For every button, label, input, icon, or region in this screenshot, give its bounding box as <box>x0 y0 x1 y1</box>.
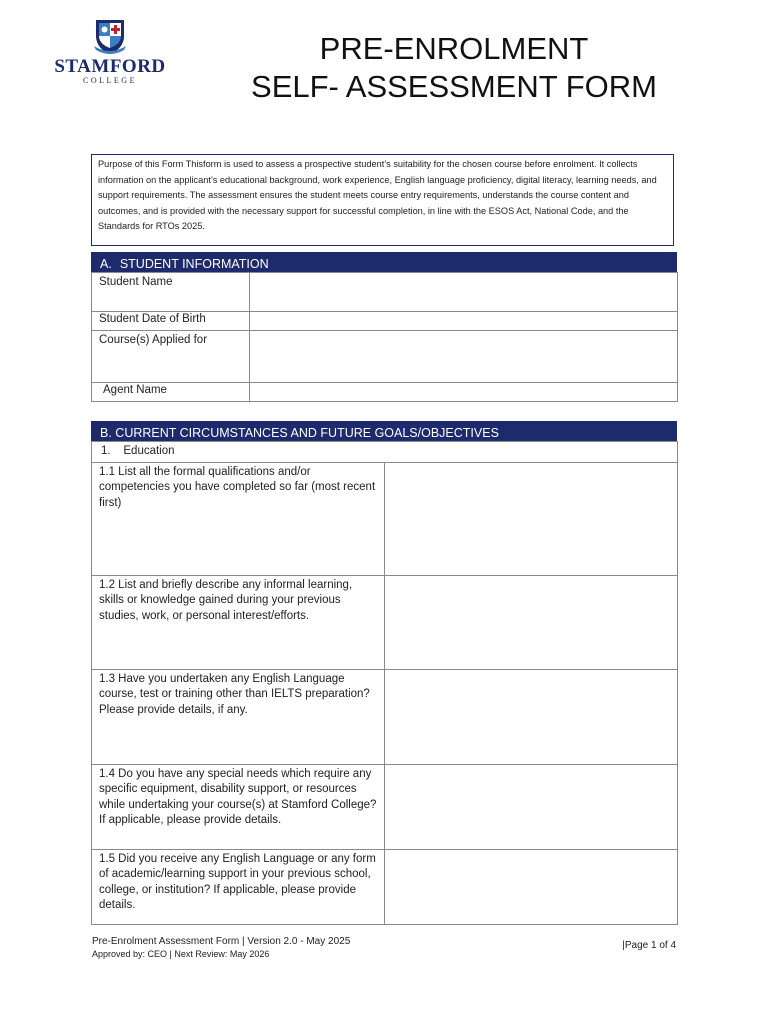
footer-version: Pre-Enrolment Assessment Form | Version 2.0 - May 2025 <box>92 936 351 947</box>
purpose-box: Purpose of this Form Thisform is used to assess a prospective student’s suitability for the chosen course before enrolment. It collects information on the applicant’s educational background, work experience, English language proficiency, digital literacy, learning needs, and support requirements. The assessment ensures the student meets course entry requirements, understands the course content and outcomes, and is provided with the necessary support for successful completion, in line with the ESOS Act, National Code, and the Standards for RTOs 2025. <box>91 154 674 246</box>
table-row <box>92 669 678 764</box>
logo-subtitle: COLLEGE <box>83 76 137 85</box>
question-1-1: 1.1 List all the formal qualifications and/or competencies you have completed so far (most recent first) <box>92 462 385 575</box>
answer-1-3-field[interactable] <box>385 669 678 764</box>
footer-approval: Approved by: CEO | Next Review: May 2026 <box>92 949 270 959</box>
table-row <box>92 331 678 383</box>
field-label: Agent Name <box>92 383 250 402</box>
page-number: |Page 1 of 4 <box>622 940 676 951</box>
course-applied-field[interactable] <box>250 331 678 383</box>
question-1-3: 1.3 Have you undertaken any English Language course, test or training other than IELTS preparation? Please provide details, if any. <box>92 669 385 764</box>
section-a-header <box>91 252 677 272</box>
title-line-1: PRE-ENROLMENT <box>319 31 589 66</box>
section-a-title: STUDENT INFORMATION <box>119 257 269 271</box>
college-logo <box>52 16 168 88</box>
table-row <box>92 575 678 669</box>
table-row <box>92 462 678 575</box>
question-1-2: 1.2 List and briefly describe any informal learning, skills or knowledge gained during your previous studies, work, or personal interest/efforts. <box>92 575 385 669</box>
table-row <box>92 849 678 924</box>
date-of-birth-field[interactable] <box>250 312 678 331</box>
section-a-letter: A. <box>100 257 112 271</box>
field-label: Student Date of Birth <box>92 312 250 331</box>
education-table <box>91 441 678 925</box>
table-row <box>92 273 678 312</box>
table-row <box>92 764 678 849</box>
footer-info <box>92 936 350 960</box>
agent-name-field[interactable] <box>250 383 678 402</box>
education-number: 1. <box>101 445 111 457</box>
logo-name: STAMFORD <box>54 56 166 77</box>
table-row <box>92 383 678 402</box>
answer-1-1-field[interactable] <box>385 462 678 575</box>
question-1-5: 1.5 Did you receive any English Language or any form of academic/learning support in your previous school, college, or institution? If applicable, please provide details. <box>92 849 385 924</box>
form-title <box>180 30 728 106</box>
section-b-header <box>91 421 677 441</box>
section-b-letter: B. <box>100 426 112 440</box>
table-row <box>92 312 678 331</box>
field-label: Student Name <box>92 273 250 312</box>
answer-1-5-field[interactable] <box>385 849 678 924</box>
answer-1-2-field[interactable] <box>385 575 678 669</box>
education-title: Education <box>123 445 175 457</box>
field-label: Course(s) Applied for <box>92 331 250 383</box>
section-b-title: CURRENT CIRCUMSTANCES AND FUTURE GOALS/OBJECTIVES <box>115 426 499 440</box>
title-line-2: SELF- ASSESSMENT FORM <box>251 69 657 104</box>
education-subheader-row <box>92 442 678 463</box>
student-information-table <box>91 272 678 402</box>
crest-icon <box>90 16 130 56</box>
education-subheader <box>92 442 678 463</box>
student-name-field[interactable] <box>250 273 678 312</box>
question-1-4: 1.4 Do you have any special needs which require any specific equipment, disability support, or resources while undertaking your course(s) at Stamford College? If applicable, please provide details. <box>92 764 385 849</box>
answer-1-4-field[interactable] <box>385 764 678 849</box>
